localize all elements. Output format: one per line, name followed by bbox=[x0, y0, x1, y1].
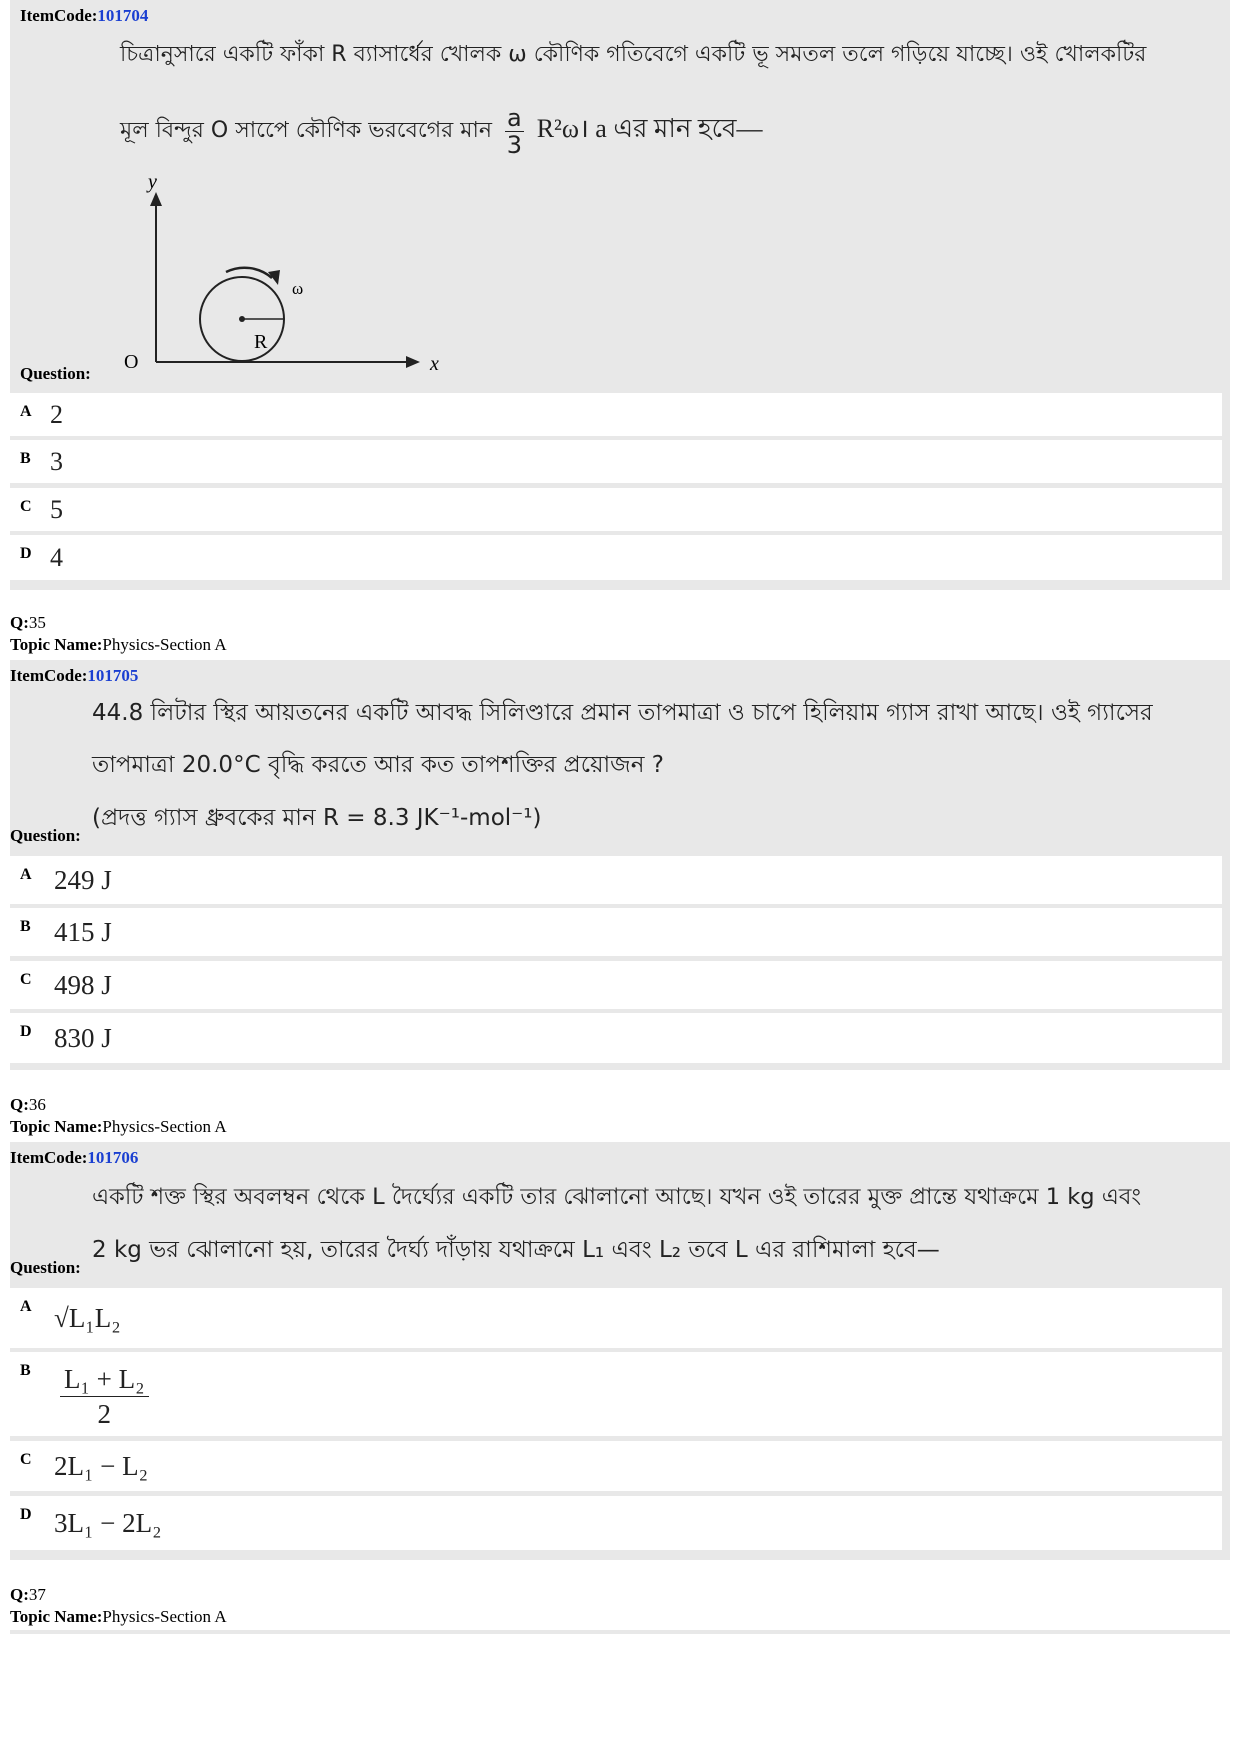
question-label: Question: bbox=[10, 826, 81, 845]
option-row[interactable] bbox=[10, 440, 1222, 483]
rolling-shell-figure bbox=[120, 170, 460, 380]
option-row[interactable] bbox=[10, 1441, 1222, 1491]
option-letter: D bbox=[20, 545, 32, 562]
option-text: 4 bbox=[50, 542, 63, 572]
option-row[interactable] bbox=[10, 535, 1222, 580]
option-text: 249 J bbox=[54, 864, 112, 895]
origin-label: O bbox=[124, 351, 139, 373]
topic-name: Topic Name:Physics-Section A bbox=[10, 635, 227, 654]
option-text: 2 bbox=[50, 399, 63, 429]
option-row[interactable] bbox=[10, 1496, 1222, 1550]
x-axis-label: x bbox=[430, 353, 439, 375]
option-letter: B bbox=[20, 450, 31, 467]
question-number: Q:36 bbox=[10, 1095, 46, 1114]
question-text-line: 2 kg ভর ঝোলানো হয়, তারের দৈর্ঘ্য দাঁড়ায় যথাক্রমে L₁ এবং L₂ তবে L এর রাশিমালা হবে— bbox=[92, 1237, 940, 1263]
option-row[interactable] bbox=[10, 856, 1222, 904]
option-letter: B bbox=[20, 918, 31, 935]
option-letter: A bbox=[20, 1298, 32, 1315]
question-number: Q:37 bbox=[10, 1585, 46, 1604]
question-label: Question: bbox=[10, 1258, 81, 1277]
item-code: ItemCode:101706 bbox=[10, 1148, 139, 1167]
question-label: Question: bbox=[20, 364, 91, 383]
y-axis-label: y bbox=[148, 171, 157, 193]
option-letter: C bbox=[20, 498, 32, 515]
question-text-line: মূল বিন্দুর O সাপেে কৌণিক ভরবেগের মান $\frac{a}{3}$ R²ω। a এর মান হবে— bbox=[120, 103, 763, 159]
item-code: ItemCode:101704 bbox=[20, 6, 149, 25]
question-text-line: (প্রদত্ত গ্যাস ধ্রুবকের মান R = 8.3 JK⁻¹-mol⁻¹) bbox=[92, 805, 542, 831]
option-row[interactable] bbox=[10, 961, 1222, 1009]
option-letter: C bbox=[20, 1451, 32, 1468]
option-letter: C bbox=[20, 971, 32, 988]
topic-name: Topic Name:Physics-Section A bbox=[10, 1607, 227, 1626]
option-text: 830 J bbox=[54, 1022, 112, 1053]
option-letter: A bbox=[20, 866, 32, 883]
option-text: 415 J bbox=[54, 916, 112, 947]
item-code: ItemCode:101705 bbox=[10, 666, 139, 685]
option-letter: D bbox=[20, 1023, 32, 1040]
question-text-line: চিত্রানুসারে একটি ফাঁকা R ব্যাসার্ধের খোলক ω কৌণিক গতিবেগে একটি ভূ সমতল তলে গড়িয়ে যাচ্ছে। ওই খোলকটির bbox=[120, 42, 1147, 67]
fraction: $\frac{a}{3}$ bbox=[506, 103, 522, 159]
option-letter: D bbox=[20, 1506, 32, 1523]
divider bbox=[10, 1630, 1230, 1634]
omega-label: ω bbox=[292, 279, 304, 298]
option-text: 3L₁ − 2L₂ bbox=[54, 1507, 162, 1538]
option-row[interactable] bbox=[10, 1288, 1222, 1348]
option-row[interactable] bbox=[10, 1013, 1222, 1063]
option-text: 2L₁ − L₂ bbox=[54, 1450, 149, 1481]
option-text: √L₁L₂ bbox=[54, 1302, 121, 1333]
radius-label: R bbox=[254, 331, 268, 353]
option-row[interactable] bbox=[10, 908, 1222, 956]
option-letter: A bbox=[20, 403, 32, 420]
question-text-line: একটি শক্ত স্থির অবলম্বন থেকে L দৈর্ঘ্যের একটি তার ঝোলানো আছে। যখন ওই তারের মুক্ত প্রান্তে যথাক্রমে 1 kg এবং bbox=[92, 1184, 1142, 1210]
option-fraction: L₁ + L₂ 2 bbox=[60, 1362, 149, 1431]
option-row[interactable] bbox=[10, 393, 1222, 436]
question-text-line: তাপমাত্রা 20.0°C বৃদ্ধি করতে আর কত তাপশক্তির প্রয়োজন ? bbox=[92, 752, 664, 778]
option-text: 3 bbox=[50, 446, 63, 476]
option-row[interactable] bbox=[10, 1352, 1222, 1436]
option-text: 498 J bbox=[54, 969, 112, 1000]
option-row[interactable] bbox=[10, 488, 1222, 531]
topic-name: Topic Name:Physics-Section A bbox=[10, 1117, 227, 1136]
option-text: 5 bbox=[50, 494, 63, 524]
question-number: Q:35 bbox=[10, 613, 46, 632]
question-text-line: 44.8 লিটার স্থির আয়তনের একটি আবদ্ধ সিলিণ্ডারে প্রমান তাপমাত্রা ও চাপে হিলিয়াম গ্যাস রাখা আছে। ওই গ্যাসের bbox=[92, 700, 1153, 726]
option-letter: B bbox=[20, 1362, 31, 1379]
